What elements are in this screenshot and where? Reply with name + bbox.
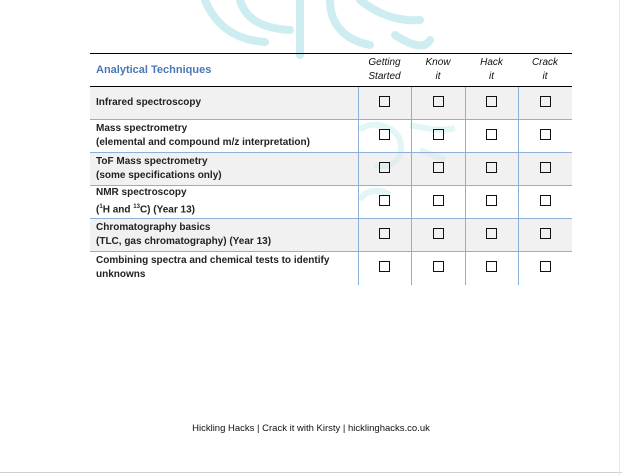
topic-cell [90, 219, 358, 252]
analytical-techniques-table [90, 53, 572, 285]
level-header-line1: Hack [480, 57, 503, 68]
topic-detail: (elemental and compound m/z interpretation) [96, 137, 310, 148]
topic-name: Combining spectra and chemical tests to identify [96, 255, 330, 267]
getting-started-checkbox[interactable] [379, 261, 390, 272]
getting-started-checkbox[interactable] [379, 129, 390, 140]
level-header-line2: it [435, 71, 441, 82]
know-it-checkbox[interactable] [433, 228, 444, 239]
page-bottom-divider [0, 472, 622, 473]
topic-name: Mass spectrometry [96, 123, 188, 134]
know-it-checkbox[interactable] [433, 129, 444, 140]
table-header-row [90, 54, 572, 87]
getting-started-checkbox[interactable] [379, 195, 390, 206]
hack-it-checkbox[interactable] [486, 228, 497, 239]
topic-name: Chromatography basics [96, 222, 211, 233]
topic-cell [90, 120, 358, 153]
topic-detail: (some specifications only) [96, 170, 222, 181]
checklist-sheet [90, 53, 572, 285]
topic-detail: (TLC, gas chromatography) (Year 13) [96, 236, 272, 247]
topic-cell [90, 186, 358, 219]
know-it-checkbox[interactable] [433, 195, 444, 206]
page-footer: Hickling Hacks | Crack it with Kirsty | hicklinghacks.co.uk [192, 423, 430, 434]
crack-it-checkbox[interactable] [540, 195, 551, 206]
know-it-checkbox[interactable] [433, 261, 444, 272]
crack-it-checkbox[interactable] [540, 129, 551, 140]
table-row [90, 87, 572, 120]
topic-cell [90, 87, 358, 120]
topic-detail: unknowns [96, 269, 146, 281]
hack-it-checkbox[interactable] [486, 195, 497, 206]
getting-started-checkbox[interactable] [379, 96, 390, 107]
level-header-getting-started [358, 54, 411, 87]
level-header-line1: Crack [531, 57, 559, 68]
level-header-line1: Getting [368, 57, 401, 68]
getting-started-checkbox[interactable] [379, 228, 390, 239]
crack-it-checkbox[interactable] [540, 228, 551, 239]
topic-cell [90, 153, 358, 186]
topic-name: NMR spectroscopy [96, 187, 187, 199]
table-row [90, 120, 572, 153]
level-header-know-it [411, 54, 465, 87]
hack-it-checkbox[interactable] [486, 129, 497, 140]
level-header-hack-it [465, 54, 518, 87]
know-it-checkbox[interactable] [433, 96, 444, 107]
crack-it-checkbox[interactable] [540, 96, 551, 107]
topic-cell [90, 252, 358, 285]
topic-detail: ($^1$H and $^{13}$C) (Year 13) [96, 204, 195, 216]
topic-name: ToF Mass spectrometry [96, 156, 208, 167]
getting-started-checkbox[interactable] [379, 162, 390, 173]
hack-it-checkbox[interactable] [486, 261, 497, 272]
level-header-crack-it [518, 54, 572, 87]
table-row [90, 252, 572, 285]
table-title: Analytical Techniques [90, 54, 358, 87]
level-header-line1: Know [425, 57, 451, 68]
crack-it-checkbox[interactable] [540, 261, 551, 272]
know-it-checkbox[interactable] [433, 162, 444, 173]
page-right-edge [619, 0, 620, 475]
table-row [90, 153, 572, 186]
hack-it-checkbox[interactable] [486, 96, 497, 107]
crack-it-checkbox[interactable] [540, 162, 551, 173]
table-row [90, 219, 572, 252]
level-header-line2: Started [368, 71, 401, 82]
level-header-line2: it [489, 71, 494, 82]
table-row [90, 186, 572, 219]
level-header-line2: it [542, 71, 548, 82]
hack-it-checkbox[interactable] [486, 162, 497, 173]
topic-name: Infrared spectroscopy [96, 97, 202, 108]
